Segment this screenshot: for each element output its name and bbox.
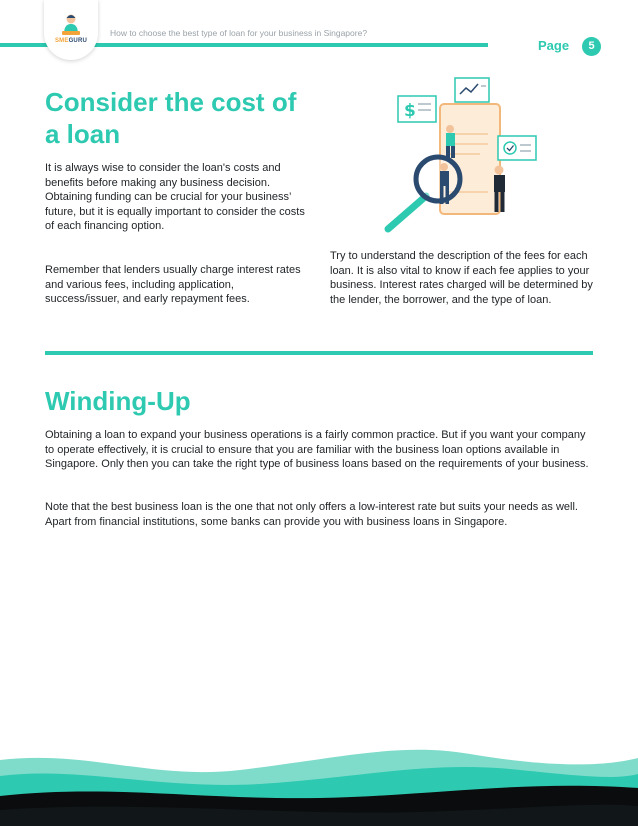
page-number-badge: 5: [582, 37, 601, 56]
chart-document-icon: [455, 78, 489, 102]
section-divider: [45, 351, 593, 355]
winding-up-paragraph-2: Note that the best business loan is the one that not only offers a low-interest rate but suits your needs as well. Apart from financial institutions, some banks can provide you with business loans in Singapore.: [45, 501, 578, 528]
dollar-document-icon: [398, 96, 436, 122]
check-document-icon: [498, 136, 536, 160]
cost-paragraph-2: Remember that lenders usually charge interest rates and various fees, including application, success/issuer, and early repayment fees.: [45, 264, 301, 306]
footer-waves: [0, 740, 638, 826]
logo-person-icon: [58, 12, 84, 38]
cost-paragraph-1: It is always wise to consider the loan's costs and benefits before making any business decision. Obtaining funding can be crucial for your business’ future, but it is equally important to consider the costs of each financing option.: [45, 162, 305, 233]
sme-guru-logo[interactable]: [44, 0, 98, 60]
winding-up-paragraph-1: Obtaining a loan to expand your business operations is a fairly common practice. But if you want your company to operate effectively, it is crucial to ensure that you are familiar with the business loan options available in Singapore. Only then you can take the right type of business loans based on the requirements of your business.: [45, 429, 589, 471]
svg-text:$: $: [404, 101, 416, 121]
document-title: How to choose the best type of loan for your business in Singapore?: [110, 28, 368, 38]
page-label: Page: [538, 38, 570, 53]
logo-wordmark: SMEGURU: [54, 38, 88, 44]
section-heading-cost: Consider the cost of a loan: [45, 87, 297, 149]
section-heading-winding-up: Winding-Up: [45, 386, 191, 416]
magnifier-illustration: [370, 74, 540, 234]
cost-paragraph-3: Try to understand the description of the fees for each loan. It is also vital to know if each fee applies to your business. Interest rates charged will be determined by the lender, the borrower, and the type of loan.: [330, 250, 593, 306]
